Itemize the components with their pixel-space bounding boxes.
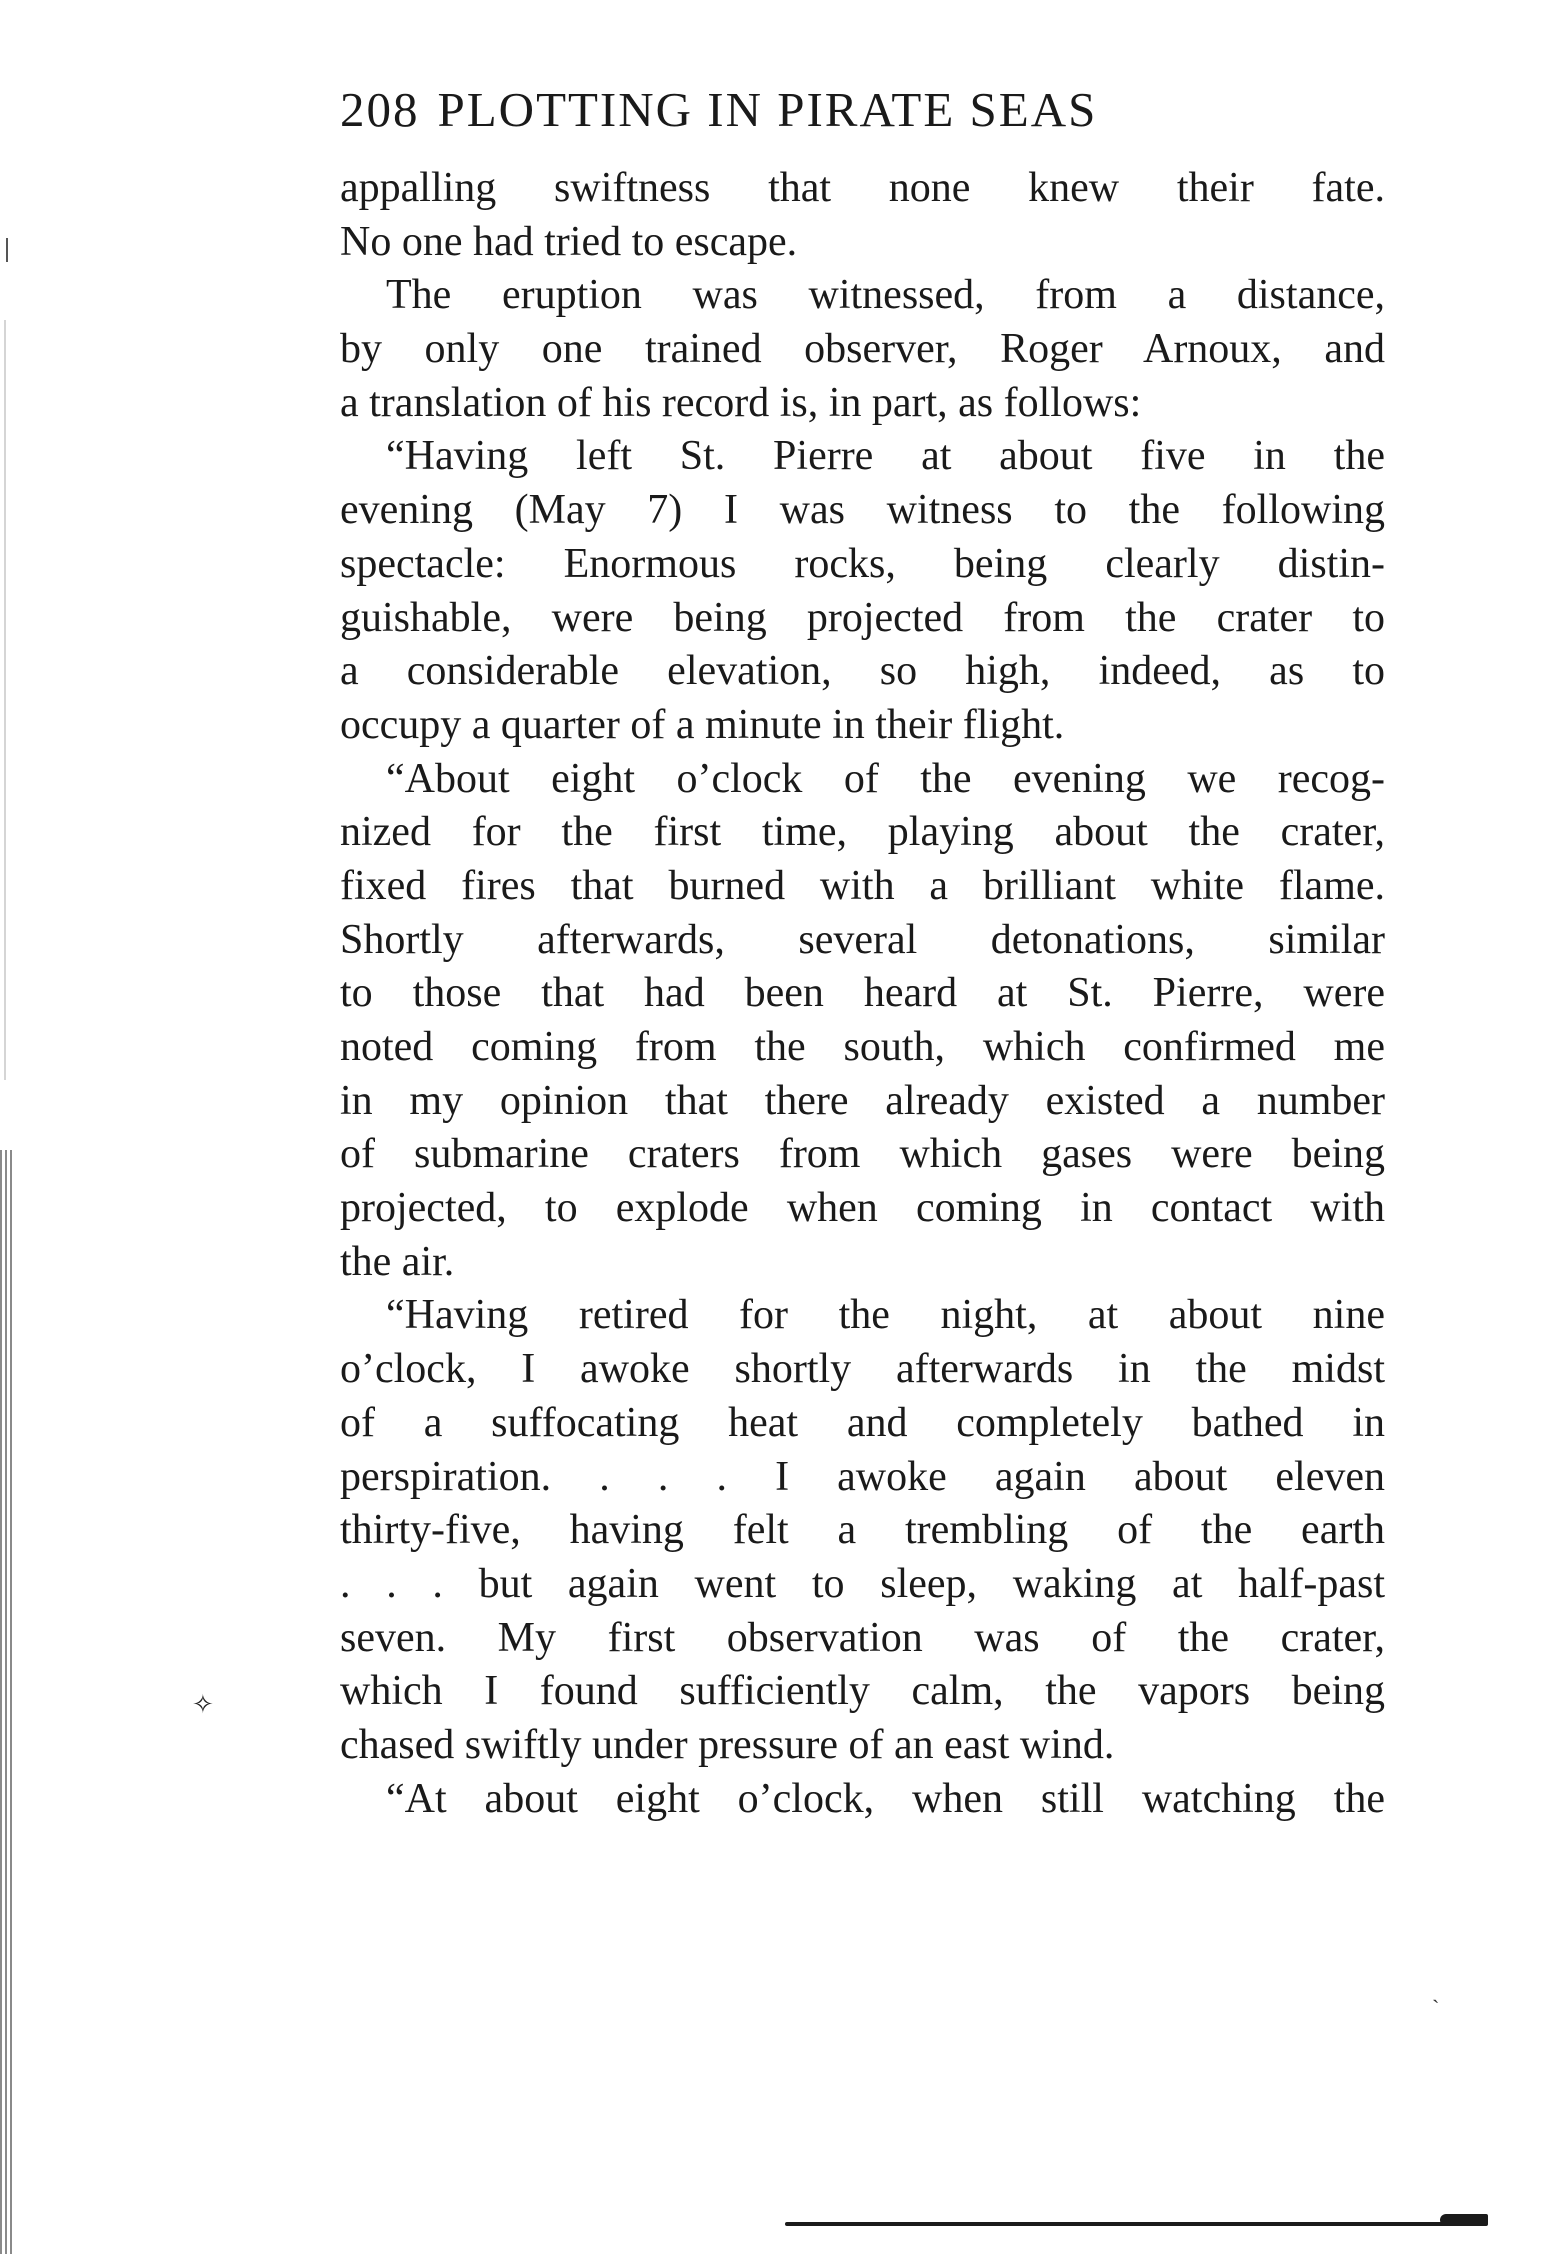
text-line: guishable, were being projected from the crater to bbox=[340, 594, 1385, 641]
text-line: a translation of his record is, in part, as follows: bbox=[340, 379, 1142, 426]
running-title: PLOTTING IN PIRATE SEAS bbox=[437, 82, 1098, 137]
text-line: by only one trained observer, Roger Arnoux, and bbox=[340, 326, 1385, 373]
text-line: projected, to explode when coming in contact with bbox=[340, 1185, 1385, 1232]
paragraph-5 bbox=[340, 1289, 1385, 1772]
paragraph-1 bbox=[340, 162, 1385, 269]
bottom-rule-end bbox=[1440, 2214, 1488, 2226]
text-line: nized for the first time, playing about the crater, bbox=[340, 809, 1385, 856]
text-line: a considerable elevation, so high, indeed, as to bbox=[340, 648, 1385, 695]
text-line: o’clock, I awoke shortly afterwards in the midst bbox=[340, 1346, 1385, 1393]
paragraph-6 bbox=[340, 1773, 1385, 1827]
text-line: noted coming from the south, which confirmed me bbox=[340, 1024, 1385, 1070]
text-line: “Having left St. Pierre at about five in the bbox=[386, 433, 1385, 480]
binding-shadow bbox=[4, 320, 6, 1080]
margin-tick-mark: ˏ bbox=[1432, 1979, 1440, 2004]
text-line: . . . but again went to sleep, waking at half-past bbox=[340, 1560, 1385, 1607]
paragraph-2 bbox=[340, 269, 1385, 430]
text-line: seven. My first observation was of the crater, bbox=[340, 1614, 1385, 1661]
text-line: thirty-five, having felt a trembling of the earth bbox=[340, 1507, 1385, 1554]
page-number: 208 bbox=[340, 82, 420, 137]
body-text bbox=[340, 162, 1385, 1826]
text-line: perspiration. . . . I awoke again about eleven bbox=[340, 1453, 1385, 1500]
text-line: appalling swiftness that none knew their fate. bbox=[340, 165, 1385, 211]
margin-star-mark: ✧ bbox=[192, 1690, 214, 1720]
text-line: of submarine craters from which gases were being bbox=[340, 1131, 1385, 1178]
text-line: to those that had been heard at St. Pierre, were bbox=[340, 970, 1385, 1017]
text-line: “Having retired for the night, at about nine bbox=[386, 1292, 1385, 1339]
text-line: occupy a quarter of a minute in their flight. bbox=[340, 701, 1065, 748]
binding-edge bbox=[0, 1150, 14, 2254]
text-line: in my opinion that there already existed a number bbox=[340, 1077, 1385, 1124]
text-line: fixed fires that burned with a brilliant white flame. bbox=[340, 862, 1385, 909]
text-line: of a suffocating heat and completely bathed in bbox=[340, 1399, 1385, 1446]
paragraph-4 bbox=[340, 753, 1385, 1290]
text-line: Shortly afterwards, several detonations, similar bbox=[340, 916, 1385, 963]
text-line: evening (May 7) I was witness to the following bbox=[340, 487, 1385, 534]
running-header bbox=[340, 80, 1385, 140]
bottom-rule bbox=[785, 2222, 1485, 2226]
text-line: spectacle: Enormous rocks, being clearly distin- bbox=[340, 540, 1385, 587]
text-line: No one had tried to escape. bbox=[340, 218, 798, 265]
text-line: which I found sufficiently calm, the vapors being bbox=[340, 1668, 1385, 1715]
text-line: chased swiftly under pressure of an east wind. bbox=[340, 1721, 1115, 1768]
paragraph-3 bbox=[340, 430, 1385, 752]
text-line: “At about eight o’clock, when still watching the bbox=[386, 1775, 1385, 1822]
text-line: The eruption was witnessed, from a distance, bbox=[386, 272, 1385, 319]
text-line: the air. bbox=[340, 1238, 455, 1285]
text-line: “About eight o’clock of the evening we recog- bbox=[386, 755, 1385, 802]
margin-mark bbox=[6, 238, 8, 262]
